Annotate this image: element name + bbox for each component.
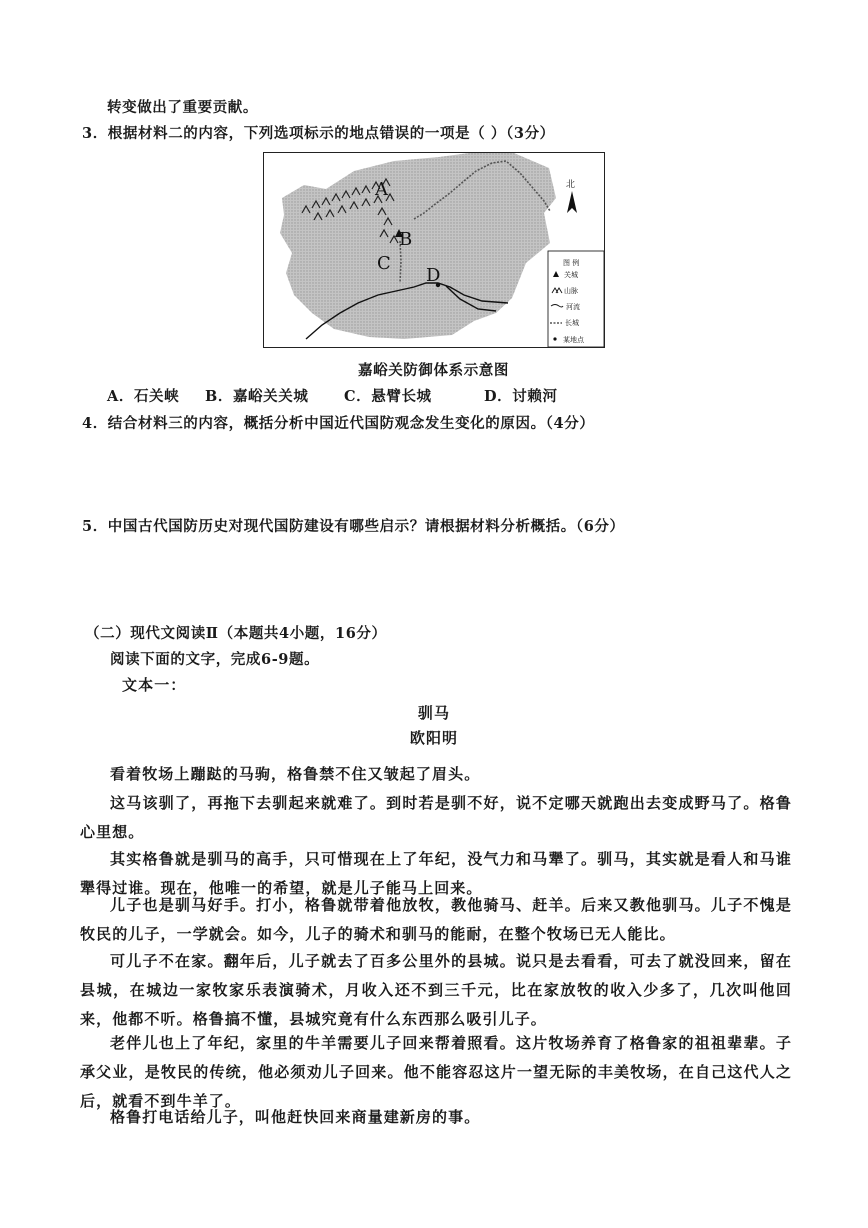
legend-item-mountain: 山脉 (564, 287, 578, 295)
reading-instruction: 阅读下面的文字，完成6-9题。 (110, 651, 320, 668)
story-paragraph: 老伴儿也上了年纪，家里的牛羊需要儿子回来帮着照看。这片牧场养育了格鲁家的祖祖辈辈。子承父业，是牧民的传统，他必须劝儿子回来。他不能容忍这片一望无际的丰美牧场，在自己这代人之后，就看不到牛羊了。 (80, 1034, 792, 1110)
question-3: 3．根据材料二的内容，下列选项标示的地点错误的一项是（ ）（3分） (82, 125, 555, 142)
story-paragraph: 看着牧场上蹦跶的马驹，格鲁禁不住又皱起了眉头。 (110, 765, 481, 783)
legend-item-wall: 长城 (565, 319, 579, 327)
option-b: B．嘉峪关关城 (205, 388, 309, 405)
legend-item-river: 河流 (566, 303, 580, 311)
map-caption: 嘉峪关防御体系示意图 (358, 362, 509, 379)
story-paragraph: 儿子也是驯马好手。打小，格鲁就带着他放牧，教他骑马、赶羊。后来又教他驯马。儿子不愧是牧民的儿子，一学就会。如今，儿子的骑术和驯马的能耐，在整个牧场已无人能比。 (80, 896, 792, 943)
story-paragraph: 其实格鲁就是驯马的高手，只可惜现在上了年纪，没气力和马犟了。驯马，其实就是看人和马谁犟得过谁。现在，他唯一的希望，就是儿子能马上回来。 (80, 850, 792, 897)
story-paragraph: 这马该驯了，再拖下去驯起来就难了。到时若是驯不好，说不定哪天就跑出去变成野马了。格鲁心里想。 (80, 794, 792, 841)
north-label: 北 (566, 180, 576, 190)
option-c: C．悬臂长城 (344, 388, 432, 405)
previous-question-tail: 转变做出了重要贡献。 (107, 99, 258, 116)
story-author: 欧阳明 (409, 729, 459, 747)
terrain-area (280, 153, 556, 339)
map-label-b: B (399, 229, 413, 250)
option-a: A．石关峡 (107, 388, 180, 405)
map-label-d: D (426, 265, 441, 286)
story-paragraph: 格鲁打电话给儿子，叫他赶快回来商量建新房的事。 (110, 1108, 481, 1126)
map-label-a: A (375, 179, 388, 200)
legend-point-icon (553, 337, 556, 340)
story-title: 驯马 (417, 704, 451, 722)
map-label-c: C (377, 253, 391, 274)
defense-system-map (263, 152, 605, 348)
north-arrow-icon (567, 191, 577, 213)
legend-item-point: 某地点 (563, 336, 584, 344)
legend-item-pass: 关城 (564, 271, 578, 279)
option-d: D．讨赖河 (484, 388, 558, 405)
section-heading: （二）现代文阅读Ⅱ（本题共4小题，16分） (85, 625, 387, 642)
legend-title: 图 例 (563, 259, 580, 267)
story-paragraph: 可儿子不在家。翻年后，儿子就去了百多公里外的县城。说只是去看看，可去了就没回来，留在县城，在城边一家牧家乐表演骑术，月收入还不到三千元，比在家放牧的收入少多了，几次叫他回来，他都不听。格鲁搞不懂，县城究竟有什么东西那么吸引儿子。 (80, 952, 792, 1028)
question-4: 4．结合材料三的内容，概括分析中国近代国防观念发生变化的原因。（4分） (82, 415, 595, 432)
question-5: 5．中国古代国防历史对现代国防建设有哪些启示？请根据材料分析概括。（6分） (82, 518, 625, 535)
text-label: 文本一： (122, 676, 187, 694)
